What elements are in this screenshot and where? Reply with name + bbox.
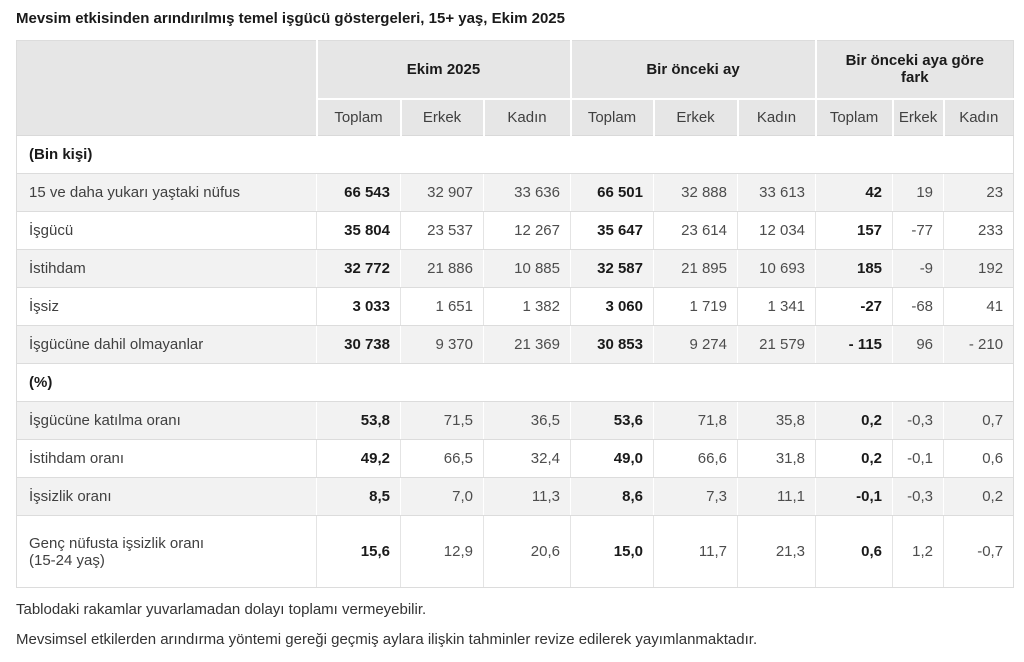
table-cell: -0,7 <box>944 516 1014 588</box>
table-cell: 3 033 <box>317 288 401 326</box>
table-cell: 66,6 <box>654 440 738 478</box>
table-cell: 15,6 <box>317 516 401 588</box>
table-cell: -0,1 <box>893 440 944 478</box>
table-cell: 192 <box>944 250 1014 288</box>
table-cell: 23 614 <box>654 212 738 250</box>
table-header <box>17 41 1014 136</box>
table-cell: 49,2 <box>317 440 401 478</box>
table-cell: 15,0 <box>571 516 654 588</box>
sub-header-erkek: Erkek <box>401 99 484 136</box>
sub-header-toplam: Toplam <box>816 99 893 136</box>
table-cell: 71,8 <box>654 402 738 440</box>
sub-header-toplam: Toplam <box>317 99 401 136</box>
table-cell: 23 <box>944 174 1014 212</box>
table-cell: 33 613 <box>738 174 816 212</box>
table-cell: 53,8 <box>317 402 401 440</box>
row-label: İşgücüne katılma oranı <box>17 402 317 440</box>
table-cell: 10 693 <box>738 250 816 288</box>
table-cell: 1 382 <box>484 288 571 326</box>
table-cell: - 210 <box>944 326 1014 364</box>
table-cell: 71,5 <box>401 402 484 440</box>
sub-header-erkek: Erkek <box>654 99 738 136</box>
table-cell: 9 274 <box>654 326 738 364</box>
table-cell: 7,3 <box>654 478 738 516</box>
column-group-onceki-ay: Bir önceki ay <box>571 41 816 99</box>
table-cell: 12 034 <box>738 212 816 250</box>
table-cell: 66 543 <box>317 174 401 212</box>
table-row <box>17 250 1014 288</box>
table-row <box>17 174 1014 212</box>
table-cell: 0,2 <box>816 402 893 440</box>
table-cell: 11,1 <box>738 478 816 516</box>
section-label: (%) <box>17 364 1014 402</box>
table-cell: 0,6 <box>944 440 1014 478</box>
table-cell: 19 <box>893 174 944 212</box>
table-cell: 66,5 <box>401 440 484 478</box>
table-cell: -0,3 <box>893 478 944 516</box>
table-cell: 32 888 <box>654 174 738 212</box>
row-label: İşgücü <box>17 212 317 250</box>
row-label-line2: (15-24 yaş) <box>29 551 105 569</box>
table-cell: 7,0 <box>401 478 484 516</box>
sub-header-kadin: Kadın <box>484 99 571 136</box>
table-cell: 21 895 <box>654 250 738 288</box>
row-label: İşgücüne dahil olmayanlar <box>17 326 317 364</box>
indicators-table <box>16 40 1014 588</box>
table-cell: 35,8 <box>738 402 816 440</box>
table-cell: 185 <box>816 250 893 288</box>
table-cell: 10 885 <box>484 250 571 288</box>
table-cell: 21,3 <box>738 516 816 588</box>
table-cell: 233 <box>944 212 1014 250</box>
column-group-row <box>17 41 1014 99</box>
table-cell: 1 719 <box>654 288 738 326</box>
table-cell: -77 <box>893 212 944 250</box>
row-label: İşsizlik oranı <box>17 478 317 516</box>
table-cell: 35 804 <box>317 212 401 250</box>
table-cell: 21 886 <box>401 250 484 288</box>
table-cell: 1 651 <box>401 288 484 326</box>
table-cell: 32,4 <box>484 440 571 478</box>
table-cell: 12,9 <box>401 516 484 588</box>
table-cell: 9 370 <box>401 326 484 364</box>
table-cell: 21 369 <box>484 326 571 364</box>
table-cell: 1,2 <box>893 516 944 588</box>
table-cell: 49,0 <box>571 440 654 478</box>
sub-header-kadin: Kadın <box>944 99 1014 136</box>
sub-header-erkek: Erkek <box>893 99 944 136</box>
section-label: (Bin kişi) <box>17 136 1014 174</box>
table-cell: -9 <box>893 250 944 288</box>
sub-header-kadin: Kadın <box>738 99 816 136</box>
table-cell: 23 537 <box>401 212 484 250</box>
table-cell: 35 647 <box>571 212 654 250</box>
table-cell: -68 <box>893 288 944 326</box>
footnote-revision: Mevsimsel etkilerden arındırma yöntemi gereği geçmiş aylara ilişkin tahminler revize edilerek yayımlanmaktadır. <box>16 631 758 648</box>
table-cell: 3 060 <box>571 288 654 326</box>
table-cell: -27 <box>816 288 893 326</box>
table-cell: 12 267 <box>484 212 571 250</box>
corner-cell <box>17 41 317 136</box>
footnote-rounding: Tablodaki rakamlar yuvarlamadan dolayı toplamı vermeyebilir. <box>16 601 427 618</box>
sub-header-toplam: Toplam <box>571 99 654 136</box>
table-cell: 41 <box>944 288 1014 326</box>
table-cell: 0,2 <box>944 478 1014 516</box>
table-cell: -0,3 <box>893 402 944 440</box>
row-label: İşsiz <box>17 288 317 326</box>
table-cell: 8,6 <box>571 478 654 516</box>
table-cell: -0,1 <box>816 478 893 516</box>
table-row <box>17 212 1014 250</box>
row-label <box>17 516 317 588</box>
section-row-bin-kisi <box>17 136 1014 174</box>
table-cell: 11,3 <box>484 478 571 516</box>
section-row-percent <box>17 364 1014 402</box>
table-cell: 1 341 <box>738 288 816 326</box>
table-cell: 0,2 <box>816 440 893 478</box>
page-title: Mevsim etkisinden arındırılmış temel işgücü göstergeleri, 15+ yaş, Ekim 2025 <box>16 10 565 27</box>
table-cell: 32 907 <box>401 174 484 212</box>
row-label: 15 ve daha yukarı yaştaki nüfus <box>17 174 317 212</box>
table-row <box>17 288 1014 326</box>
table-cell: 30 853 <box>571 326 654 364</box>
table-row <box>17 516 1014 588</box>
table-cell: 32 587 <box>571 250 654 288</box>
row-label: İstihdam <box>17 250 317 288</box>
table-body <box>17 136 1014 588</box>
table-cell: 42 <box>816 174 893 212</box>
table-row <box>17 440 1014 478</box>
table-row <box>17 326 1014 364</box>
column-group-ekim-2025: Ekim 2025 <box>317 41 571 99</box>
table-row <box>17 478 1014 516</box>
table-cell: 157 <box>816 212 893 250</box>
table-cell: 53,6 <box>571 402 654 440</box>
table-cell: 0,6 <box>816 516 893 588</box>
table-cell: 30 738 <box>317 326 401 364</box>
table-cell: 31,8 <box>738 440 816 478</box>
table-cell: 11,7 <box>654 516 738 588</box>
column-group-fark: Bir önceki aya göre fark <box>816 41 1014 99</box>
table-cell: 96 <box>893 326 944 364</box>
table-cell: - 115 <box>816 326 893 364</box>
table-cell: 21 579 <box>738 326 816 364</box>
table-cell: 20,6 <box>484 516 571 588</box>
table-row <box>17 402 1014 440</box>
table-cell: 36,5 <box>484 402 571 440</box>
table-cell: 32 772 <box>317 250 401 288</box>
table-cell: 33 636 <box>484 174 571 212</box>
row-label-line1: Genç nüfusta işsizlik oranı <box>29 534 205 552</box>
table-cell: 66 501 <box>571 174 654 212</box>
row-label: İstihdam oranı <box>17 440 317 478</box>
table-cell: 0,7 <box>944 402 1014 440</box>
table-cell: 8,5 <box>317 478 401 516</box>
